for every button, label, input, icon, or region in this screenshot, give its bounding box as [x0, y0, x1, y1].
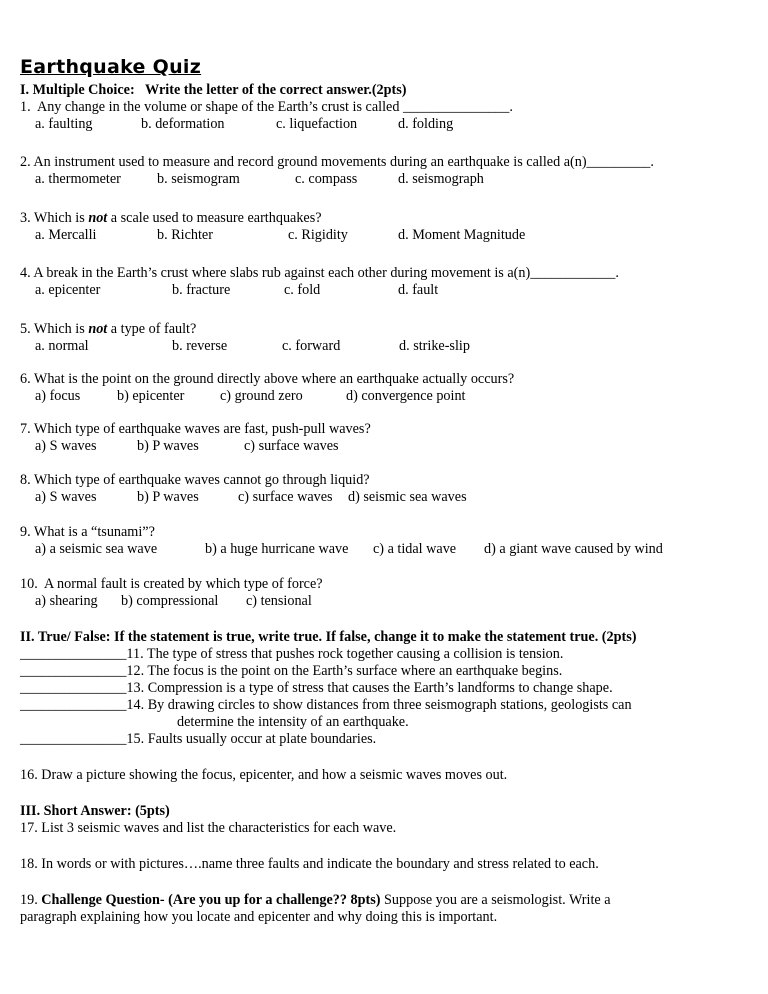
question-1-choice-d: d. folding — [398, 116, 454, 132]
question-6-choice-d: d) convergence point — [346, 388, 466, 404]
question-19: 19. Challenge Question- (Are you up for a challenge?? 8pts) Suppose you are a seismologist. Write a — [20, 892, 611, 908]
question-4-choice-c: c. fold — [284, 282, 321, 298]
question-10-choice-a: a) shearing — [35, 593, 98, 609]
question-1-choice-c: c. liquefaction — [276, 116, 358, 132]
question-2-choice-b: b. seismogram — [157, 171, 240, 187]
question-9-choice-c: c) a tidal wave — [373, 541, 457, 557]
question-1-prompt: 1. Any change in the volume or shape of the Earth’s crust is called _______________. — [20, 99, 513, 115]
question-3-choice-d: d. Moment Magnitude — [398, 227, 526, 243]
quiz-title: Earthquake Quiz — [20, 56, 202, 78]
section-2-heading: II. True/ False: If the statement is true, write true. If false, change it to make the statement true. (2pts) — [20, 629, 637, 645]
true-false-item-12: _______________12. The focus is the point on the Earth’s surface where an earthquake begins. — [20, 663, 563, 679]
question-8-choice-c: c) surface waves — [238, 489, 333, 505]
question-10-prompt: 10. A normal fault is created by which type of force? — [20, 576, 323, 592]
true-false-item-13: _______________13. Compression is a type of stress that causes the Earth’s landforms to change shape. — [20, 680, 613, 696]
question-1-choice-b: b. deformation — [141, 116, 225, 132]
question-10-choice-b: b) compressional — [121, 593, 219, 609]
question-9-choice-d: d) a giant wave caused by wind — [484, 541, 663, 557]
question-2-choice-a: a. thermometer — [35, 171, 121, 187]
question-7-choice-b: b) P waves — [137, 438, 199, 454]
question-17: 17. List 3 seismic waves and list the characteristics for each wave. — [20, 820, 397, 836]
question-4-choice-b: b. fracture — [172, 282, 231, 298]
question-5-prompt: 5. Which is not a type of fault? — [20, 321, 197, 337]
question-18: 18. In words or with pictures….name three faults and indicate the boundary and stress related to each. — [20, 856, 599, 872]
question-6-choice-c: c) ground zero — [220, 388, 303, 404]
question-2-choice-d: d. seismograph — [398, 171, 484, 187]
question-3-prompt: 3. Which is not a scale used to measure earthquakes? — [20, 210, 322, 226]
question-7-prompt: 7. Which type of earthquake waves are fast, push-pull waves? — [20, 421, 371, 437]
question-3-choice-c: c. Rigidity — [288, 227, 348, 243]
question-4-choice-d: d. fault — [398, 282, 439, 298]
question-5-choice-d: d. strike-slip — [399, 338, 470, 354]
question-3-choice-b: b. Richter — [157, 227, 213, 243]
true-false-item-14: _______________14. By drawing circles to show distances from three seismograph stations, geologists can — [20, 697, 632, 713]
question-8-choice-a: a) S waves — [35, 489, 97, 505]
question-8-choice-b: b) P waves — [137, 489, 199, 505]
question-8-prompt: 8. Which type of earthquake waves cannot go through liquid? — [20, 472, 370, 488]
true-false-item-11: _______________11. The type of stress that pushes rock together causing a collision is tension. — [20, 646, 564, 662]
question-9-prompt: 9. What is a “tsunami”? — [20, 524, 155, 540]
question-2-choice-c: c. compass — [295, 171, 358, 187]
question-10-choice-c: c) tensional — [246, 593, 312, 609]
section-1-heading: I. Multiple Choice: Write the letter of the correct answer.(2pts) — [20, 82, 407, 98]
true-false-item-14-continued: determine the intensity of an earthquake. — [177, 714, 409, 730]
question-5-choice-c: c. forward — [282, 338, 341, 354]
question-7-choice-c: c) surface waves — [244, 438, 339, 454]
question-6-choice-b: b) epicenter — [117, 388, 185, 404]
true-false-item-15: _______________15. Faults usually occur at plate boundaries. — [20, 731, 377, 747]
question-4-prompt: 4. A break in the Earth’s crust where slabs rub against each other during movement is a(n)____________. — [20, 265, 619, 281]
question-9-choice-a: a) a seismic sea wave — [35, 541, 158, 557]
question-19-continued: paragraph explaining how you locate and epicenter and why doing this is important. — [20, 909, 498, 925]
question-5-choice-a: a. normal — [35, 338, 89, 354]
question-6-prompt: 6. What is the point on the ground directly above where an earthquake actually occurs? — [20, 371, 515, 387]
question-9-choice-b: b) a huge hurricane wave — [205, 541, 349, 557]
section-3-heading: III. Short Answer: (5pts) — [20, 803, 170, 819]
question-6-choice-a: a) focus — [35, 388, 81, 404]
question-2-prompt: 2. An instrument used to measure and record ground movements during an earthquake is called a(n)_________. — [20, 154, 654, 170]
question-8-choice-d: d) seismic sea waves — [348, 489, 467, 505]
question-7-choice-a: a) S waves — [35, 438, 97, 454]
question-16: 16. Draw a picture showing the focus, epicenter, and how a seismic waves moves out. — [20, 767, 508, 783]
question-3-choice-a: a. Mercalli — [35, 227, 97, 243]
question-1-choice-a: a. faulting — [35, 116, 93, 132]
question-5-choice-b: b. reverse — [172, 338, 228, 354]
question-4-choice-a: a. epicenter — [35, 282, 101, 298]
